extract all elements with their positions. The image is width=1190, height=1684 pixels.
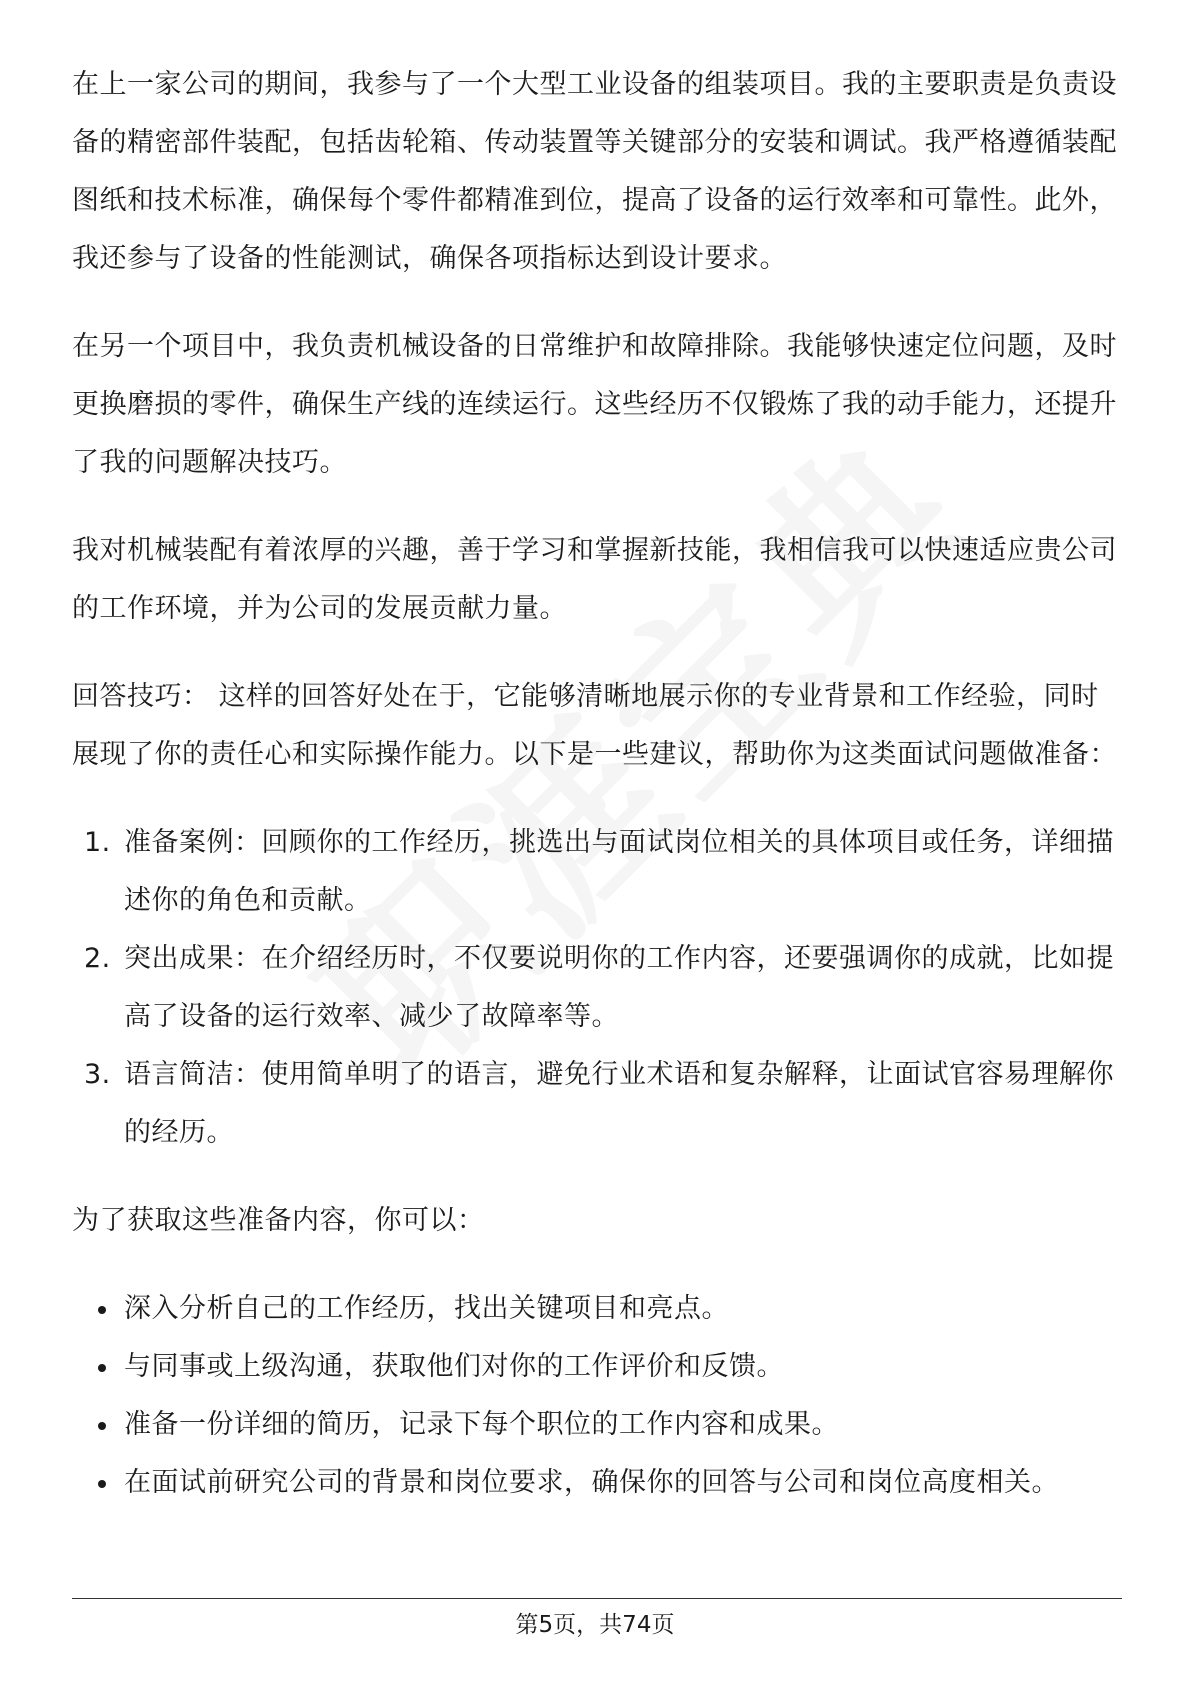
list-item (72, 1338, 1122, 1396)
list-item-text: 深入分析自己的工作经历，找出关键项目和亮点。 (124, 1293, 729, 1324)
list-number: 2. (84, 943, 111, 974)
list-item-text: 突出成果：在介绍经历时，不仅要说明你的工作内容，还要强调你的成就，比如提高了设备的运行效率、减少了故障率等。 (124, 943, 1114, 1032)
answer-tips-paragraph: 回答技巧： 这样的回答好处在于，它能够清晰地展示你的专业背景和工作经验，同时展现了你的责任心和实际操作能力。以下是一些建议，帮助你为这类面试问题做准备： (72, 681, 1117, 770)
bullets-intro: 为了获取这些准备内容，你可以： (72, 1205, 485, 1236)
bullet-icon (98, 1480, 106, 1488)
list-item-text: 准备案例：回顾你的工作经历，挑选出与面试岗位相关的具体项目或任务，详细描述你的角色和贡献。 (124, 827, 1114, 916)
list-item (72, 1280, 1122, 1338)
numbered-list (72, 814, 1122, 1162)
bullet-icon (98, 1422, 106, 1430)
footer-divider (72, 1598, 1122, 1599)
page-number: 第5页，共74页 (515, 1612, 675, 1638)
bullet-icon (98, 1364, 106, 1372)
list-item-text: 与同事或上级沟通，获取他们对你的工作评价和反馈。 (124, 1351, 784, 1382)
list-item (72, 814, 1122, 930)
list-number: 3. (84, 1059, 111, 1090)
bullet-list (72, 1280, 1122, 1512)
list-item-text: 准备一份详细的简历，记录下每个职位的工作内容和成果。 (124, 1409, 839, 1440)
paragraph: 我对机械装配有着浓厚的兴趣，善于学习和掌握新技能，我相信我可以快速适应贵公司的工作环境，并为公司的发展贡献力量。 (72, 535, 1117, 624)
list-item (72, 1396, 1122, 1454)
list-item-text: 语言简洁：使用简单明了的语言，避免行业术语和复杂解释，让面试官容易理解你的经历。 (124, 1059, 1114, 1148)
list-item-text: 在面试前研究公司的背景和岗位要求，确保你的回答与公司和岗位高度相关。 (124, 1467, 1059, 1498)
list-item (72, 1454, 1122, 1512)
document-body (72, 56, 1122, 1512)
list-number: 1. (84, 827, 111, 858)
list-item (72, 1046, 1122, 1162)
paragraph: 在上一家公司的期间，我参与了一个大型工业设备的组装项目。我的主要职责是负责设备的精密部件装配，包括齿轮箱、传动装置等关键部分的安装和调试。我严格遵循装配图纸和技术标准，确保每个零件都精准到位，提高了设备的运行效率和可靠性。此外，我还参与了设备的性能测试，确保各项指标达到设计要求。 (72, 69, 1117, 274)
paragraph: 在另一个项目中，我负责机械设备的日常维护和故障排除。我能够快速定位问题，及时更换磨损的零件，确保生产线的连续运行。这些经历不仅锻炼了我的动手能力，还提升了我的问题解决技巧。 (72, 331, 1117, 478)
bullet-icon (98, 1306, 106, 1314)
list-item (72, 930, 1122, 1046)
